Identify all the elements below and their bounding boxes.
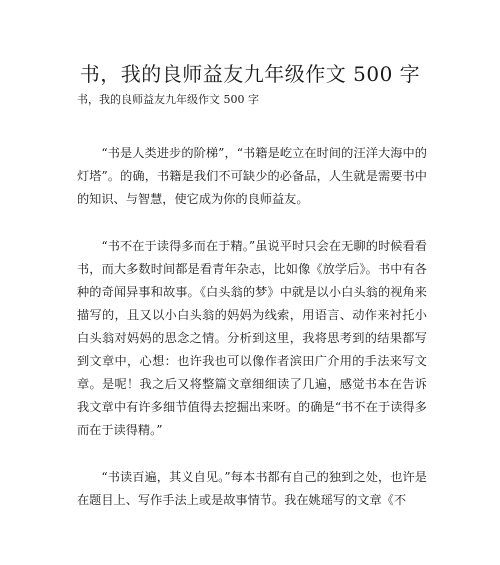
paragraph-3: “书读百遍，其义自见。”每本书都有自己的独到之处，也许是在题目上、写作手法上或是故事情节。我在姚瑶写的文章《不 bbox=[77, 470, 427, 507]
document-body bbox=[77, 142, 427, 536]
document-title: 书，我的良师益友九年级作文 500 字 bbox=[79, 62, 421, 86]
document-subtitle: 书，我的良师益友九年级作文 500 字 bbox=[77, 93, 259, 106]
paragraph-1: “书是人类进步的阶梯”，“书籍是屹立在时间的汪洋大海中的灯塔”。的确，书籍是我们不可缺少的必备品，人生就是需要书中的知识、与智慧，使它成为你的良师益友。 bbox=[77, 146, 427, 206]
paragraph-2: “书不在于读得多而在于精。”虽说平时只会在无聊的时候看看书，而大多数时间都是看青年杂志，比如像《放学后》。书中有各种的奇闻异事和故事。《白头翁的梦》中就是以小白头翁的视角来描写的，且又以小白头翁的妈妈为线索，用语言、动作来衬托小白头翁对妈妈的思念之情。分析到这里，我将思考到的结果都写到文章中，心想：也许我也可以像作者滨田广介用的手法来写文章。是呢！我之后又将整篇文章细细读了几遍，感觉书本在告诉我文章中有许多细节值得去挖掘出来呀。的确是“书不在于读得多而在于读得精。” bbox=[77, 239, 427, 437]
